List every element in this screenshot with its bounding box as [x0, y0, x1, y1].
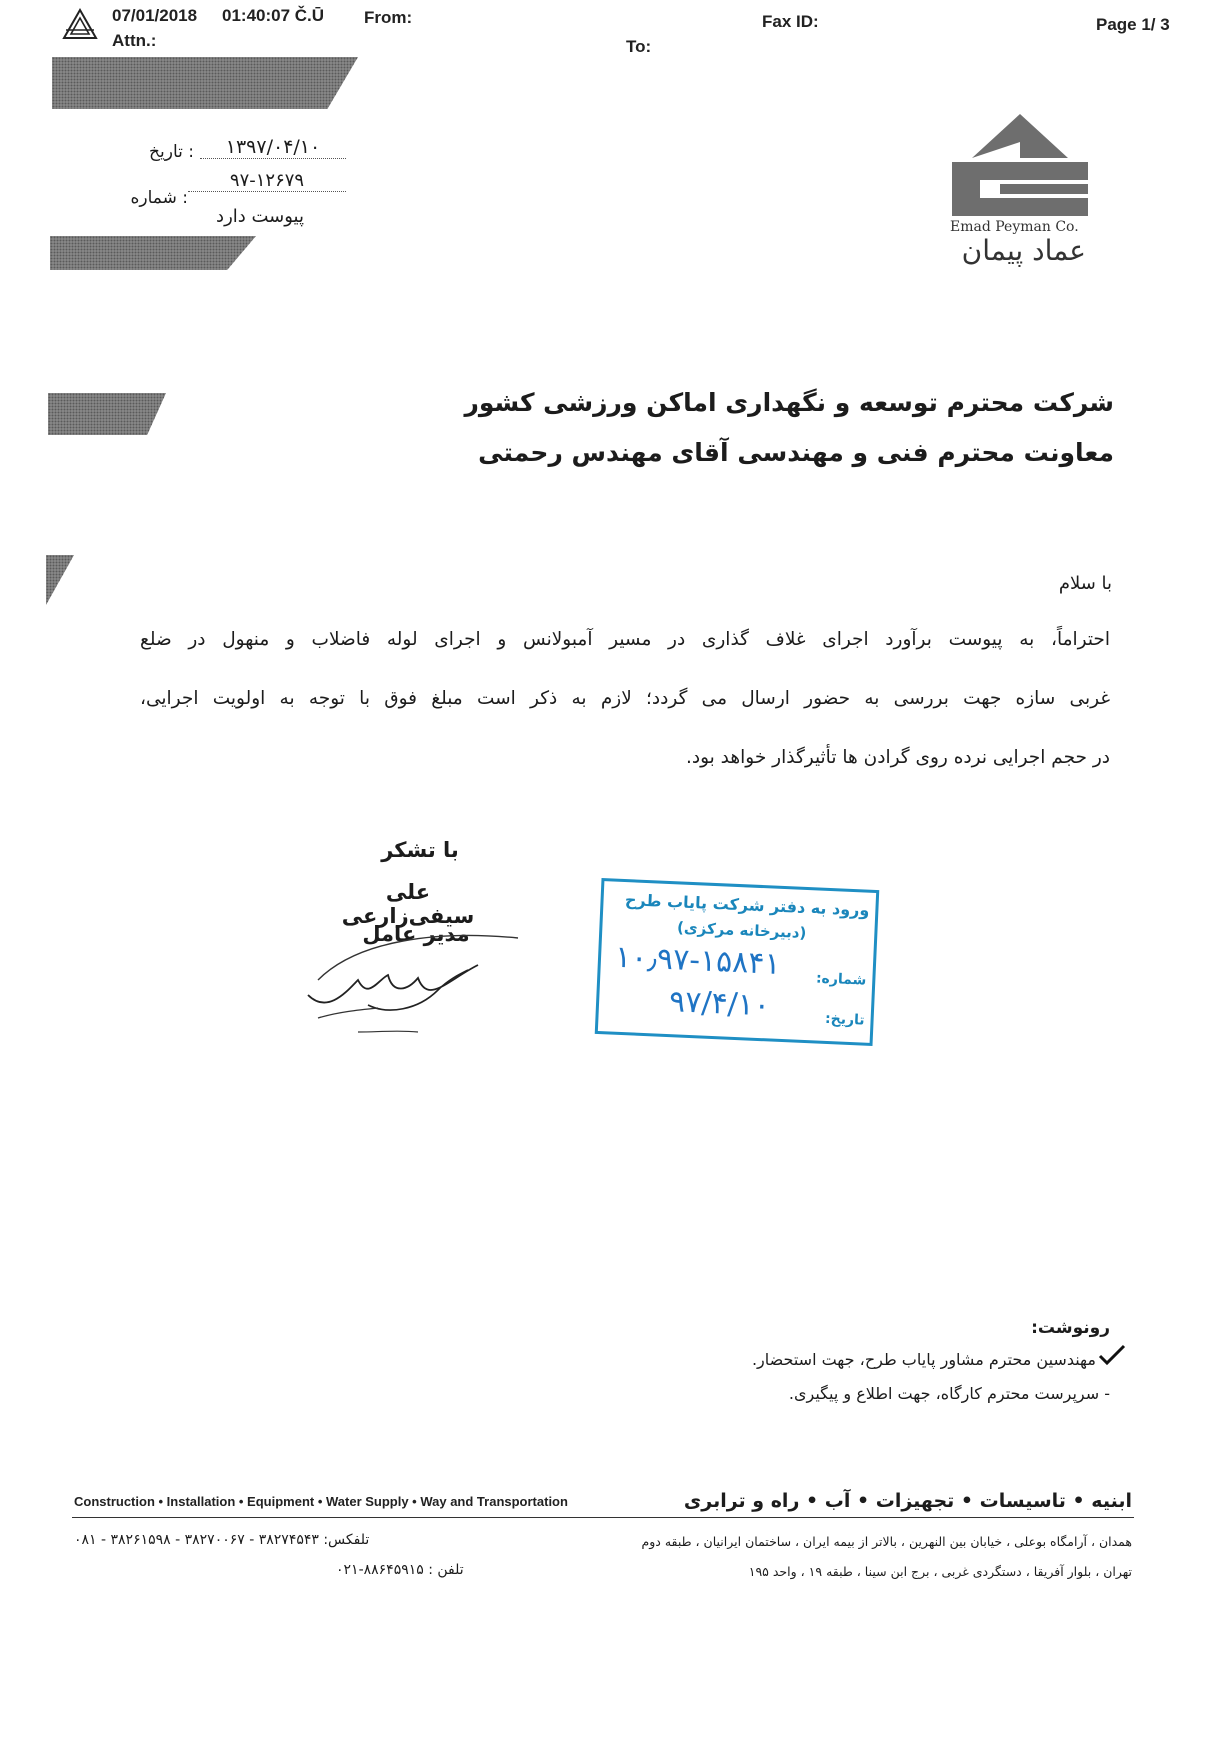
fax-time: 01:40:07 Č.Ū: [222, 6, 325, 25]
signature-closing: با تشکر: [381, 838, 459, 862]
fax-page: Page 1/ 3: [1096, 15, 1170, 34]
stamp-line-1: ورود به دفتر شرکت پایاب طرح: [624, 890, 870, 920]
letter-attachment: پیوست دارد: [216, 206, 304, 227]
fax-to-label: To:: [626, 37, 652, 56]
letter-date-label: : تاریخ: [149, 142, 194, 162]
footer-services-fa: ابنیه • تاسیسات • تجهیزات • آب • راه و ترابری: [683, 1490, 1132, 1512]
body-line-3: در حجم اجرایی نرده روی گرادن ها تأثیرگذار خواهد بود.: [685, 747, 1110, 768]
fax-from-label: From:: [364, 8, 413, 27]
recipient-line-2: معاونت محترم فنی و مهندسی آقای مهندس رحمتی: [478, 438, 1114, 467]
letter-date-value: ۱۳۹۷/۰۴/۱۰: [200, 136, 346, 159]
greeting: با سلام: [1058, 573, 1112, 594]
stamp-date-label: تاریخ:: [824, 1010, 865, 1029]
redaction-bar: [48, 393, 166, 435]
redaction-bar: [52, 57, 358, 109]
footer-address-2: تهران ، بلوار آفریقا ، دستگردی غربی ، برج ابن سینا ، طبقه ۱۹ ، واحد ۱۹۵: [748, 1564, 1132, 1579]
footer-phones-1: تلفکس: ۳۸۲۷۴۵۴۳ - ۳۸۲۷۰۰۶۷ - ۳۸۲۶۱۵۹۸ - ۰۸۱: [74, 1532, 370, 1548]
footer-phones-2: تلفن : ۸۸۶۴۵۹۱۵-۰۲۱: [336, 1562, 464, 1578]
footer-services-en: Construction • Installation • Equipment • Water Supply • Way and Transportation: [74, 1494, 568, 1509]
signature-name: علی سیفی‌زارعی: [341, 880, 475, 928]
redaction-bar: [50, 236, 256, 270]
footer-address-1: همدان ، آرامگاه بوعلی ، خیابان بین النهرین ، بالاتر از بیمه ایران ، ساختمان ایرانیان ، طبقه دوم: [641, 1534, 1132, 1549]
body-line-1: احتراماً، به پیوست برآورد اجرای غلاف گذاری در مسیر آمبولانس و اجرای لوله فاضلاب و منهول در ضلع: [140, 629, 1110, 650]
cc-item-2: - سرپرست محترم کارگاه، جهت اطلاع و پیگیری.: [788, 1384, 1110, 1403]
body-line-2: غربی سازه جهت بررسی به حضور ارسال می گردد؛ لازم به ذکر است مبلغ فوق با توجه به اولویت اجرایی،: [140, 688, 1110, 709]
company-name-fa: عماد پیمان: [961, 234, 1086, 267]
handwritten-signature: [298, 920, 528, 1040]
footer-divider: [72, 1517, 1134, 1518]
entry-stamp: [595, 878, 880, 1046]
signature-title: مدیر عامل: [362, 922, 470, 946]
fax-attn-label: Attn.:: [112, 31, 157, 50]
emad-peyman-logo: [950, 112, 1090, 218]
letter-number-label: : شماره: [130, 188, 188, 208]
company-name-en: Emad Peyman Co.: [950, 219, 1079, 235]
redaction-mark: [46, 555, 74, 605]
fax-logo-icon: [62, 8, 98, 40]
stamp-date-value: ۹۷/۴/۱۰: [668, 984, 771, 1024]
cc-label: رونوشت:: [1031, 1318, 1110, 1338]
fax-id-label: Fax ID:: [762, 12, 819, 31]
checkmark-icon: [1098, 1344, 1126, 1366]
fax-date: 07/01/2018: [112, 6, 198, 25]
stamp-number-value: ۱۰٫۹۷-۱۵۸۴۱: [614, 939, 782, 982]
cc-item-1: مهندسین محترم مشاور پایاب طرح، جهت استحضار.: [751, 1350, 1096, 1369]
recipient-line-1: شرکت محترم توسعه و نگهداری اماکن ورزشی کشور: [464, 388, 1114, 417]
stamp-line-2: (دبیرخانه مرکزی): [676, 918, 807, 942]
letter-number-value: ۹۷-۱۲۶۷۹: [188, 170, 346, 192]
stamp-number-label: شماره:: [815, 970, 867, 989]
